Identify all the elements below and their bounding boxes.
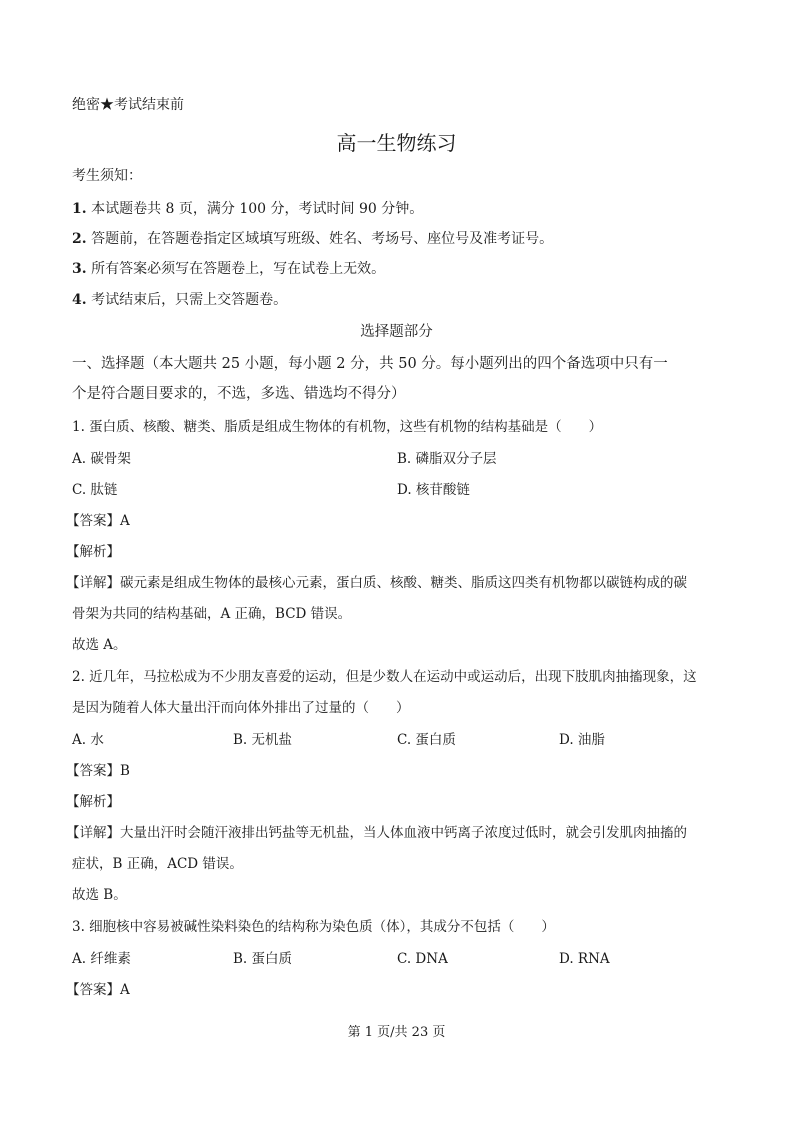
question-3-option-b: B. 蛋白质 — [233, 951, 293, 967]
question-1-option-c: C. 肽链 — [72, 482, 118, 498]
notice-item-text: 所有答案必须写在答题卷上，写在试卷上无效。 — [91, 261, 386, 277]
question-3-stem: 3. 细胞核中容易被碱性染料染色的结构称为染色质（体），其成分不包括（ ） — [72, 919, 555, 935]
question-1-conclusion: 故选 A。 — [72, 637, 127, 653]
question-2-conclusion: 故选 B。 — [72, 887, 127, 903]
secret-label: 绝密★考试结束前 — [72, 97, 184, 113]
question-3-option-c: C. DNA — [397, 951, 448, 967]
question-1-analysis: 【解析】 — [66, 544, 120, 560]
question-2-analysis: 【解析】 — [66, 794, 120, 810]
notice-item-text: 考试结束后，只需上交答题卷。 — [91, 292, 288, 308]
notice-item-number: 4. — [72, 292, 87, 308]
notice-item-number: 3. — [72, 261, 87, 277]
question-1-option-d: D. 核苷酸链 — [397, 482, 470, 498]
question-3-option-a: A. 纤维素 — [72, 951, 131, 967]
section-instruction-line-2: 个是符合题目要求的，不选，多选、错选均不得分） — [72, 386, 406, 402]
notice-item-1 — [72, 199, 423, 219]
question-1-stem: 1. 蛋白质、核酸、糖类、脂质是组成生物体的有机物，这些有机物的结构基础是（ ） — [72, 419, 603, 435]
page-title: 高一生物练习 — [336, 131, 457, 155]
section-title: 选择题部分 — [360, 324, 433, 340]
question-1-option-a: A. 碳骨架 — [72, 451, 131, 467]
question-2-detail-line-1: 【详解】大量出汗时会随汗液排出钙盐等无机盐，当人体血液中钙离子浓度过低时，就会引发肌肉抽搐的 — [66, 825, 687, 841]
question-2-answer: 【答案】B — [66, 763, 130, 779]
notice-item-text: 本试题卷共 8 页，满分 100 分，考试时间 90 分钟。 — [91, 201, 424, 217]
question-2-detail-line-2: 症状，B 正确，ACD 错误。 — [72, 856, 243, 872]
question-2-option-b: B. 无机盐 — [233, 732, 293, 748]
question-2-option-d: D. 油脂 — [559, 732, 605, 748]
page-footer: 第 1 页/共 23 页 — [347, 1025, 446, 1040]
section-instruction-line-1: 一、选择题（本大题共 25 小题，每小题 2 分，共 50 分。每小题列出的四个备选项中只有一 — [72, 356, 668, 372]
question-1-detail-line-2: 骨架为共同的结构基础，A 正确，BCD 错误。 — [72, 606, 352, 622]
question-1-detail-line-1: 【详解】碳元素是组成生物体的最核心元素，蛋白质、核酸、糖类、脂质这四类有机物都以碳链构成的碳 — [66, 575, 687, 591]
question-1-answer: 【答案】A — [66, 513, 130, 529]
notice-item-3 — [72, 259, 385, 279]
notice-heading: 考生须知： — [72, 168, 142, 184]
question-2-option-c: C. 蛋白质 — [397, 732, 456, 748]
question-2-stem-line-2: 是因为随着人体大量出汗而向体外排出了过量的（ ） — [72, 700, 410, 716]
notice-item-text: 答题前，在答题卷指定区域填写班级、姓名、考场号、座位号及准考证号。 — [91, 231, 554, 247]
notice-item-number: 2. — [72, 231, 87, 247]
question-2-option-a: A. 水 — [72, 732, 104, 748]
notice-item-number: 1. — [72, 201, 87, 217]
notice-item-4 — [72, 290, 287, 310]
question-2-stem-line-1: 2. 近几年，马拉松成为不少朋友喜爱的运动，但是少数人在运动中或运动后，出现下肢肌肉抽搐现象，这 — [72, 669, 697, 685]
notice-item-2 — [72, 229, 553, 249]
question-3-option-d: D. RNA — [559, 951, 610, 967]
question-3-answer: 【答案】A — [66, 982, 130, 998]
question-1-option-b: B. 磷脂双分子层 — [397, 451, 497, 467]
